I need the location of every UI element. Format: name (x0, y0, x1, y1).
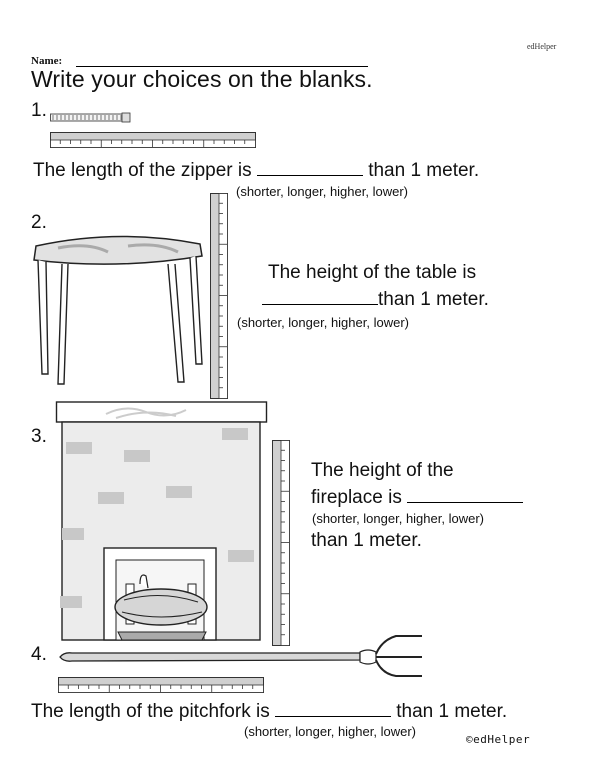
footer-credit: ©edHelper (466, 733, 531, 746)
answer-blank-3[interactable] (407, 488, 523, 503)
table-icon (28, 234, 206, 404)
pitchfork-icon (60, 630, 422, 678)
answer-blank-1[interactable] (257, 161, 363, 176)
sentence-3-line2 (311, 487, 523, 509)
ruler-vertical-2 (210, 193, 228, 399)
sentence-1-after: than 1 meter. (368, 160, 480, 181)
question-number-3: 3. (31, 426, 47, 447)
choices-1: (shorter, longer, higher, lower) (236, 184, 408, 199)
sentence-4-after: than 1 meter. (396, 701, 508, 722)
question-number-1: 1. (31, 100, 47, 121)
sentence-1-before: The length of the zipper is (33, 160, 252, 181)
question-number-4: 4. (31, 644, 47, 665)
sentence-4 (31, 701, 507, 723)
sentence-4-before: The length of the pitchfork is (31, 701, 270, 722)
sentence-2-line1: The height of the table is (268, 262, 477, 283)
zipper-icon (50, 113, 132, 123)
sentence-3-line1: The height of the (311, 460, 454, 481)
choices-2: (shorter, longer, higher, lower) (237, 315, 409, 330)
choices-4: (shorter, longer, higher, lower) (244, 724, 416, 739)
ruler-horizontal-4 (58, 677, 264, 693)
page-title: Write your choices on the blanks. (31, 66, 373, 92)
name-label: Name: (31, 55, 63, 67)
ruler-vertical-3 (272, 440, 290, 646)
answer-blank-4[interactable] (275, 702, 391, 717)
question-number-2: 2. (31, 212, 47, 233)
brand-label: edHelper (527, 42, 557, 51)
sentence-3-line3: than 1 meter. (311, 530, 422, 551)
ruler-horizontal-1 (50, 132, 256, 148)
sentence-3-before: fireplace is (311, 487, 402, 508)
fireplace-icon (56, 400, 268, 642)
choices-3: (shorter, longer, higher, lower) (312, 511, 484, 526)
sentence-2-line2 (262, 289, 489, 311)
answer-blank-2[interactable] (262, 290, 378, 305)
sentence-2-after: than 1 meter. (378, 289, 489, 310)
sentence-1 (33, 160, 479, 182)
